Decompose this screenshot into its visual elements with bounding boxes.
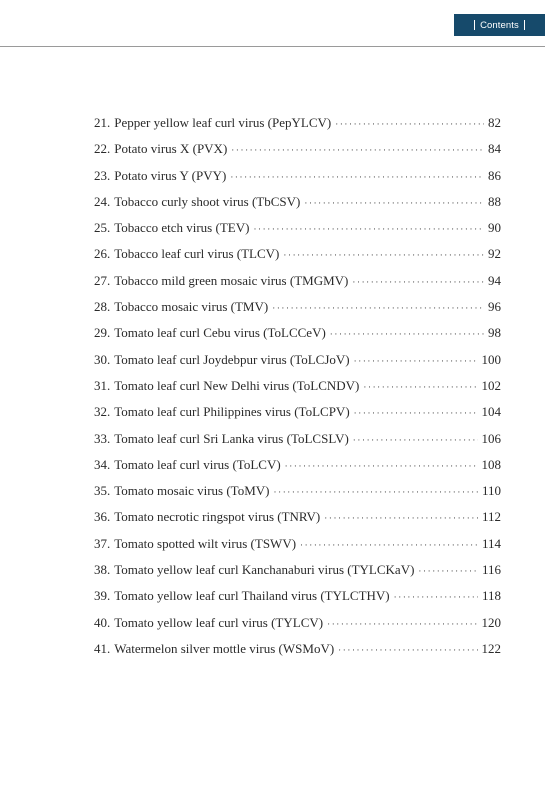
toc-entry-number: 34.: [94, 456, 111, 472]
toc-entry-title: Potato virus X (PVX): [114, 141, 228, 157]
toc-entry[interactable]: [94, 194, 501, 220]
toc-entry-title: Tomato leaf curl Philippines virus (ToLCPV): [114, 404, 350, 420]
toc-entry-title: Watermelon silver mottle virus (WSMoV): [114, 640, 335, 656]
dot-leader: [338, 645, 477, 655]
toc-entry-title: Tobacco mild green mosaic virus (TMGMV): [114, 272, 349, 288]
dot-leader: [354, 408, 478, 418]
toc-entry-number: 22.: [94, 141, 111, 157]
toc-entry-number: 28.: [94, 299, 111, 315]
toc-entry-title: Tomato leaf curl virus (ToLCV): [114, 456, 281, 472]
toc-entry-page-number: 92: [488, 246, 501, 262]
dot-leader: [354, 356, 478, 366]
toc-entry-page-number: 102: [481, 377, 501, 393]
toc-entry-title: Tomato leaf curl Sri Lanka virus (ToLCSLV): [114, 430, 349, 446]
toc-entry-number: 38.: [94, 562, 111, 578]
toc-entry-number: 23.: [94, 167, 111, 183]
toc-entry[interactable]: [94, 220, 501, 246]
toc-entry-page-number: 116: [481, 562, 501, 578]
toc-entry-number: 27.: [94, 272, 111, 288]
toc-entry-page-number: 94: [488, 272, 501, 288]
toc-entry[interactable]: [94, 404, 501, 430]
dot-leader: [418, 566, 478, 576]
header-section-label: Contents: [480, 19, 519, 31]
toc-entry-number: 40.: [94, 614, 111, 630]
toc-entry-number: 31.: [94, 377, 111, 393]
toc-entry-title: Tomato leaf curl New Delhi virus (ToLCNDV): [114, 377, 360, 393]
toc-entry[interactable]: [94, 588, 501, 614]
toc-entry-number: 21.: [94, 115, 111, 130]
dot-leader: [304, 198, 484, 208]
toc-entry-title: Tobacco etch virus (TEV): [114, 220, 250, 236]
toc-entry-page-number: 82: [488, 115, 501, 130]
toc-entry-page-number: 108: [481, 456, 501, 472]
toc-entry-number: 32.: [94, 404, 111, 420]
toc-entry-page-number: 98: [488, 325, 501, 341]
toc-entry-number: 30.: [94, 351, 111, 367]
toc-entry-number: 29.: [94, 325, 111, 341]
toc-entry-title: Tomato mosaic virus (ToMV): [114, 483, 270, 499]
toc-entry[interactable]: [94, 431, 501, 457]
toc-entry[interactable]: [94, 325, 501, 351]
toc-entry[interactable]: [94, 115, 501, 141]
toc-entry-title: Tomato spotted wilt virus (TSWV): [114, 535, 297, 551]
toc-entry-title: Tomato leaf curl Cebu virus (ToLCCeV): [114, 325, 326, 341]
toc-entry-page-number: 110: [481, 483, 501, 499]
toc-entry[interactable]: [94, 457, 501, 483]
toc-entry-page-number: 86: [488, 167, 501, 183]
toc-entry-page-number: 106: [481, 430, 501, 446]
toc-entry-page-number: 96: [488, 299, 501, 315]
toc-entry-number: 39.: [94, 588, 111, 604]
dot-leader: [231, 145, 484, 155]
toc-entry-title: Tomato yellow leaf curl Thailand virus (TYLCTHV): [114, 588, 390, 604]
dot-leader: [272, 303, 484, 313]
dot-leader: [274, 487, 478, 497]
toc-entry-page-number: 88: [488, 193, 501, 209]
toc-entry-title: Tomato yellow leaf curl Kanchanaburi virus (TYLCKaV): [114, 562, 415, 578]
toc-entry[interactable]: [94, 168, 501, 194]
toc-entry[interactable]: [94, 246, 501, 272]
toc-entry[interactable]: [94, 299, 501, 325]
toc-entry-page-number: 122: [481, 640, 501, 656]
toc-entry[interactable]: [94, 562, 501, 588]
toc-entry[interactable]: [94, 509, 501, 535]
table-of-contents: [94, 115, 501, 667]
toc-entry[interactable]: [94, 536, 501, 562]
toc-entry-title: Potato virus Y (PVY): [114, 167, 227, 183]
divider-bar-right: [524, 20, 525, 30]
toc-entry-title: Tomato yellow leaf curl virus (TYLCV): [114, 614, 324, 630]
toc-entry-title: Pepper yellow leaf curl virus (PepYLCV): [114, 115, 332, 130]
toc-entry-page-number: 112: [481, 509, 501, 525]
dot-leader: [283, 250, 484, 260]
toc-entry-page-number: 118: [481, 588, 501, 604]
toc-entry-page-number: 84: [488, 141, 501, 157]
toc-entry[interactable]: [94, 615, 501, 641]
dot-leader: [335, 119, 484, 129]
toc-entry-number: 35.: [94, 483, 111, 499]
toc-entry-number: 24.: [94, 193, 111, 209]
toc-entry[interactable]: [94, 641, 501, 667]
toc-entry[interactable]: [94, 483, 501, 509]
contents-header-tab[interactable]: [454, 14, 545, 36]
toc-entry-page-number: 104: [481, 404, 501, 420]
toc-entry[interactable]: [94, 352, 501, 378]
toc-entry-title: Tobacco leaf curl virus (TLCV): [114, 246, 280, 262]
toc-entry-number: 41.: [94, 640, 111, 656]
toc-entry-number: 36.: [94, 509, 111, 525]
dot-leader: [324, 513, 478, 523]
toc-entry-number: 25.: [94, 220, 111, 236]
dot-leader: [327, 619, 477, 629]
toc-entry[interactable]: [94, 378, 501, 404]
toc-entry-page-number: 90: [488, 220, 501, 236]
dot-leader: [353, 435, 478, 445]
header-rule: [0, 46, 545, 47]
dot-leader: [363, 382, 477, 392]
dot-leader: [352, 277, 484, 287]
toc-entry[interactable]: [94, 273, 501, 299]
toc-entry-number: 33.: [94, 430, 111, 446]
toc-entry-page-number: 114: [481, 535, 501, 551]
dot-leader: [330, 329, 484, 339]
toc-entry-title: Tomato necrotic ringspot virus (TNRV): [114, 509, 321, 525]
toc-entry[interactable]: [94, 141, 501, 167]
dot-leader: [300, 540, 478, 550]
toc-entry-page-number: 100: [481, 351, 501, 367]
dot-leader: [253, 224, 484, 234]
dot-leader: [394, 592, 478, 602]
toc-entry-title: Tobacco curly shoot virus (TbCSV): [114, 193, 301, 209]
toc-entry-title: Tobacco mosaic virus (TMV): [114, 299, 269, 315]
toc-entry-number: 26.: [94, 246, 111, 262]
divider-bar-left: [474, 20, 475, 30]
toc-entry-number: 37.: [94, 535, 111, 551]
dot-leader: [285, 461, 478, 471]
toc-entry-page-number: 120: [481, 614, 501, 630]
dot-leader: [230, 172, 484, 182]
toc-entry-title: Tomato leaf curl Joydebpur virus (ToLCJoV): [114, 351, 350, 367]
